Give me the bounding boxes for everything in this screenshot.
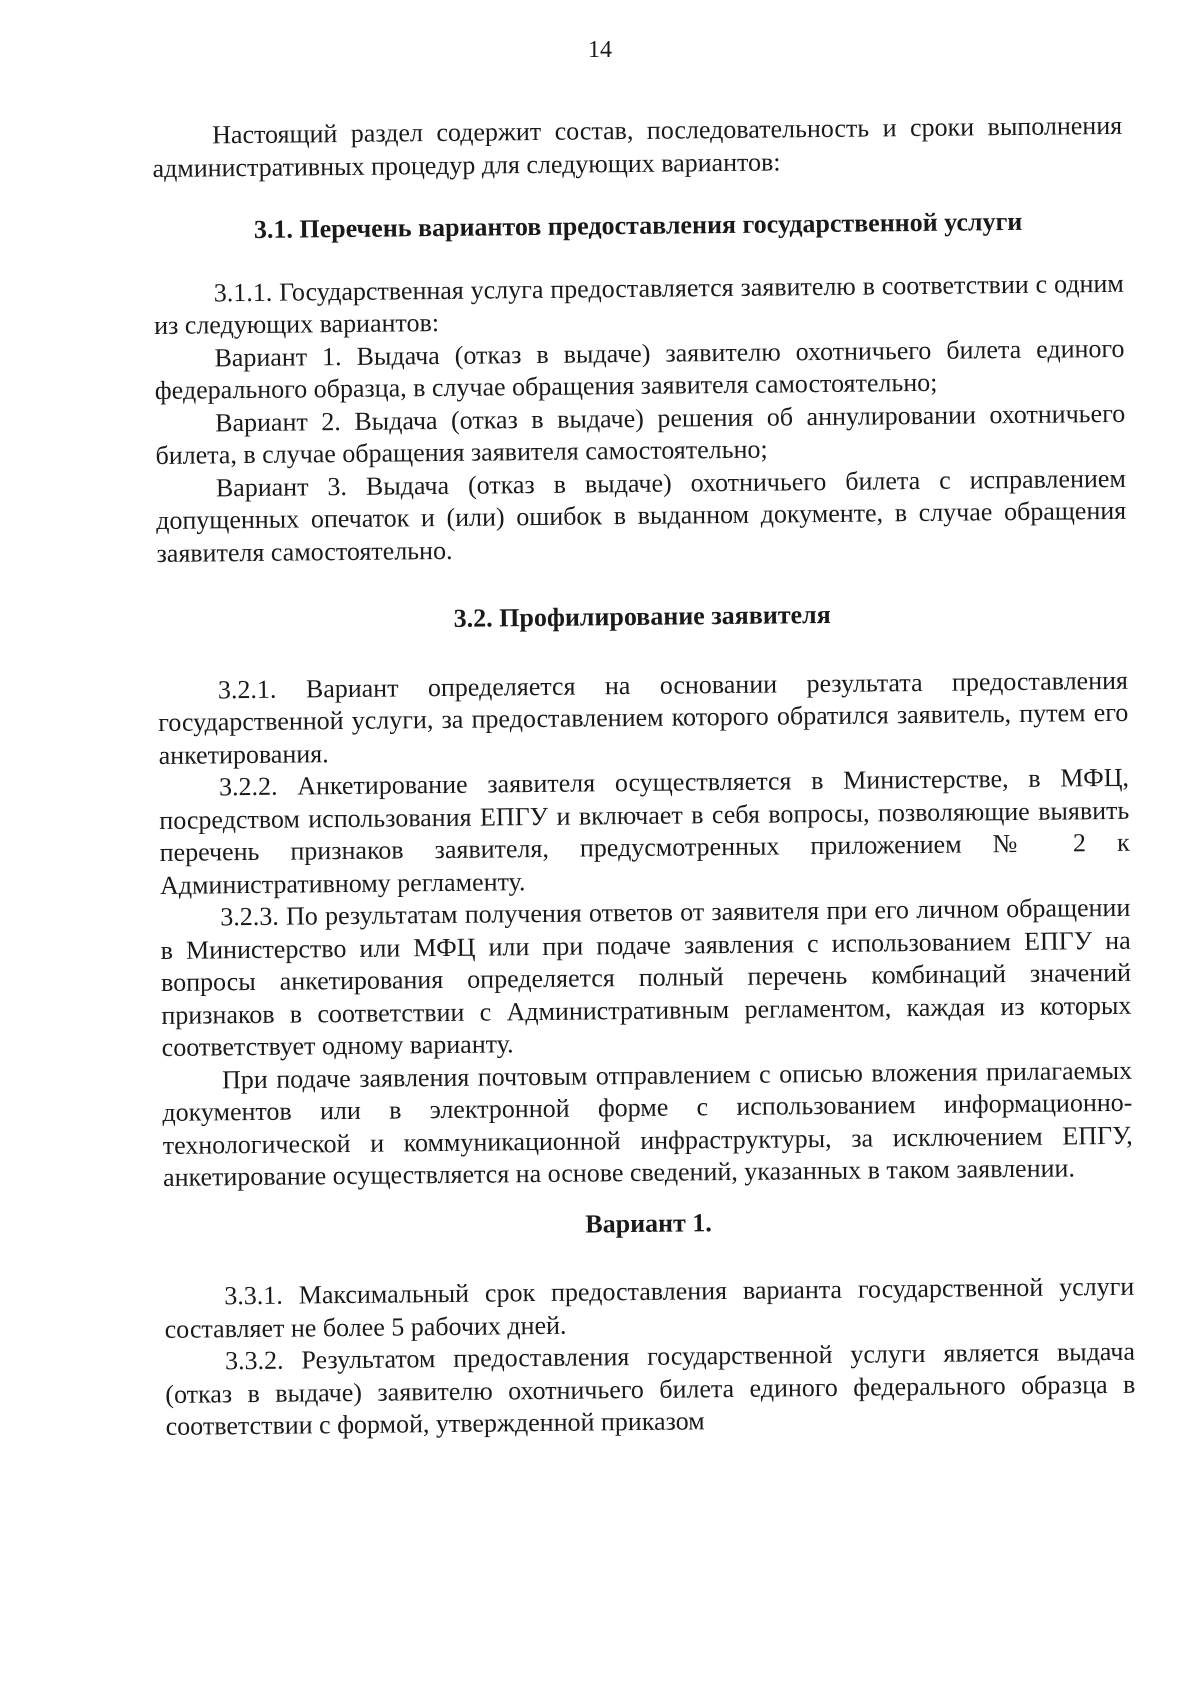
variant-1-item: Вариант 1. Выдача (отказ в выдаче) заявителю охотничьего билета единого федерального образца, в случае обращения заявителя самостоятельно; [154,333,1125,405]
intro-paragraph: Настоящий раздел содержит состав, последовательность и сроки выполнения административных процедур для следующих вариантов: [152,110,1123,183]
document-body [152,110,1136,1444]
paragraph-3-2-2: 3.2.2. Анкетирование заявителя осуществляется в Министерстве, в МФЦ, посредством использования ЕПГУ и включает в себя вопросы, позволяющие выявить перечень признаков заявителя, предусмотренных приложением № 2 к Административному регламенту. [159,762,1130,900]
paragraph-3-2-3: 3.2.3. По результатам получения ответов от заявителя при его личном обращении в Министерство или МФЦ или при подаче заявления с использованием ЕПГУ на вопросы анкетирования определяется полный перечень комбинаций значений признаков в соответствии с Административным регламентом, каждая из которых соответствует одному варианту. [160,892,1132,1062]
paragraph-3-3-1: 3.3.1. Максимальный срок предоставления варианта государственной услуги составляет не более 5 рабочих дней. [164,1271,1135,1344]
page-number: 14 [588,37,612,63]
variant-2-item: Вариант 2. Выдача (отказ в выдаче) решения об аннулировании охотничьего билета, в случае обращения заявителя самостоятельно; [155,398,1126,470]
section-3-1-heading: 3.1. Перечень вариантов предоставления государственной услуги [253,206,1023,244]
variant-3-item: Вариант 3. Выдача (отказ в выдаче) охотничьего билета с исправлением допущенных опечаток и (или) ошибок в выданном документе, в случае обращения заявителя самостоятельно. [156,463,1127,568]
paragraph-3-1-1: 3.1.1. Государственная услуга предоставляется заявителю в соответствии с одним из следующих вариантов: [154,268,1124,340]
paragraph-3-2-1: 3.2.1. Вариант определяется на основании результата предоставления государственной услуги, за предоставлением которого обратился заявитель, путем его анкетирования. [158,665,1129,770]
variant-1-heading: Вариант 1. [585,1207,712,1239]
paragraph-mail-submission: При подаче заявления почтовым отправлением с описью вложения прилагаемых документов или в электронной форме с использованием информационно-технологической и коммуникационной инфраструктуры, за исключением ЕПГУ, анкетирование осуществляется на основе сведений, указанных в таком заявлении. [162,1055,1133,1192]
section-3-2-heading: 3.2. Профилирование заявителя [453,599,831,633]
paragraph-3-3-2: 3.3.2. Результатом предоставления государственной услуги является выдача (отказ в выдаче) заявителю охотничьего билета единого федерального образца в соответствии с формой, утвержденной приказом [165,1336,1136,1441]
